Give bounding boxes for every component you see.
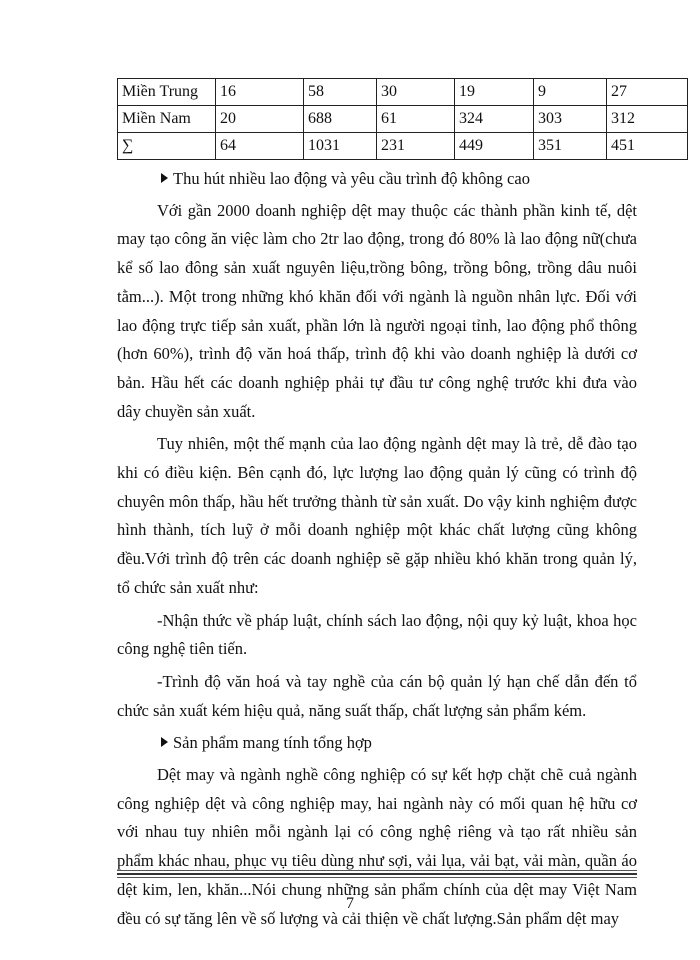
section-heading-labor [117,165,637,194]
table-cell: 451 [607,133,688,160]
footer-rule [117,870,637,871]
table-cell: 20 [216,106,304,133]
table-cell: 27 [607,79,688,106]
row-label-cell: Miền Nam [118,106,216,133]
table-row [118,133,688,160]
footer-rule [117,877,637,878]
table-cell: 16 [216,79,304,106]
statistics-table [117,78,688,160]
table-cell: 61 [377,106,455,133]
row-label-cell: ∑ [118,133,216,160]
page-number: 7 [346,895,354,912]
table-cell: 231 [377,133,455,160]
paragraph-labor-intro: Với gần 2000 doanh nghiệp dệt may thuộc các thành phần kinh tế, dệt may tạo công ăn việc làm cho 2tr lao động, trong đó 80% là lao động nữ(chưa kể số lao đông sản xuất nguyên liệu,trồng bông, trồng bông, trồng dâu nuôi tằm...). Một trong những khó khăn đối với ngành là nguồn nhân lực. Đối với lao động trực tiếp sản xuất, phần lớn là người ngoại tỉnh, lao động phổ thông (hơn 60%), trình độ văn hoá thấp, trình độ khi vào doanh nghiệp là dưới cơ bản. Hầu hết các doanh nghiệp phải tự đầu tư công nghệ trước khi đưa vào dây chuyền sản xuất. [117,200,637,421]
statistics-table-body [118,79,688,160]
section-heading-labor-text: Thu hút nhiều lao động và yêu cầu trình độ không cao [173,169,530,188]
paragraph-labor-law: -Nhận thức về pháp luật, chính sách lao động, nội quy kỷ luật, khoa học công nghệ tiên tiến. [117,610,637,659]
table-row [118,106,688,133]
arrow-bullet-icon [161,737,168,747]
section-heading-products-text: Sản phẩm mang tính tổng hợp [173,733,372,753]
document-body [117,165,637,933]
table-cell: 688 [304,106,377,133]
table-cell: 9 [534,79,607,106]
table-cell: 58 [304,79,377,106]
footer-rule [117,873,637,875]
paragraph-labor-management: -Trình độ văn hoá và tay nghề của cán bộ quản lý hạn chế dẫn đến tổ chức sản xuất kém hiệu quả, năng suất thấp, chất lượng sản phẩm kém. [117,671,637,720]
table-cell: 64 [216,133,304,160]
table-cell: 1031 [304,133,377,160]
table-cell: 324 [455,106,534,133]
table-cell: 303 [534,106,607,133]
paragraph-products: Dệt may và ngành nghề công nghiệp có sự kết hợp chặt chẽ cuả ngành công nghiệp dệt và công nghiệp may, hai ngành này có mối quan hệ hữu cơ với nhau tuy nhiên mỗi ngành lại có công nghệ riêng và tạo rất nhiều sản phẩm khác nhau, phục vụ tiêu dùng như sợi, vải lụa, vải bạt, vải màn, quần áo dệt kim, len, khăn...Nói chung những sản phẩm chính của dệt may Việt Nam đều có sự tăng lên về số lượng và cải thiện về chất lượng.Sản phẩm dệt may [117,765,637,928]
table-cell: 30 [377,79,455,106]
table-cell: 351 [534,133,607,160]
section-heading-products [117,729,637,758]
paragraph-labor-strength: Tuy nhiên, một thế mạnh của lao động ngành dệt may là trẻ, dễ đào tạo khi có điều kiện. Bên cạnh đó, lực lượng lao động quản lý cũng có trình độ chuyên môn thấp, hầu hết trưởng thành từ sản xuất. Do vậy kinh nghiệm được hình thành, tích luỹ ở mỗi doanh nghiệp một khác chất lượng cũng không đều.Với trình độ trên các doanh nghiệp sẽ gặp nhiều khó khăn trong quản lý, tổ chức sản xuất như: [117,434,637,597]
table-cell: 449 [455,133,534,160]
arrow-bullet-icon [161,173,168,183]
table-cell: 19 [455,79,534,106]
table-row [118,79,688,106]
row-label-cell: Miền Trung [118,79,216,106]
table-cell: 312 [607,106,688,133]
